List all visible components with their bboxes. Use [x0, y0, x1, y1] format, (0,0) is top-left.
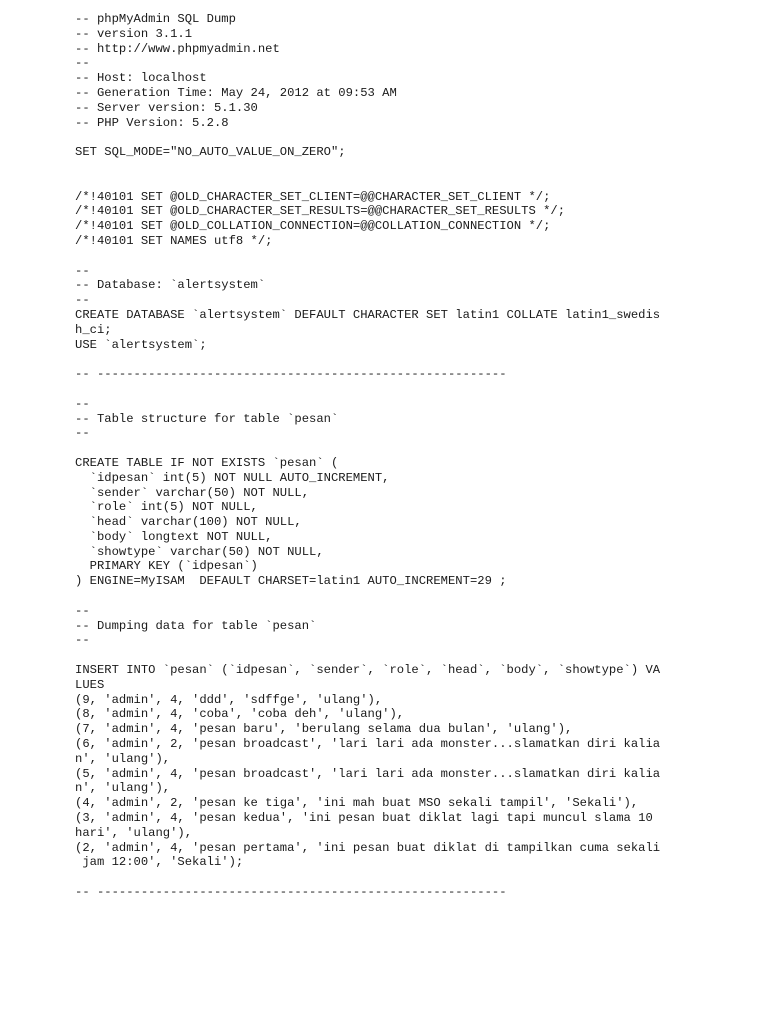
sql-line: (4, 'admin', 2, 'pesan ke tiga', 'ini mah buat MSO sekali tampil', 'Sekali'),: [75, 796, 639, 811]
sql-line: -- PHP Version: 5.2.8: [75, 115, 229, 130]
sql-line: CREATE TABLE IF NOT EXISTS `pesan` (: [75, 455, 339, 470]
sql-line: --: [75, 293, 90, 308]
sql-line: (5, 'admin', 4, 'pesan broadcast', 'lari lari ada monster...slamatkan diri kalia: [75, 766, 661, 781]
sql-line: LUES: [75, 677, 105, 692]
sql-line: (7, 'admin', 4, 'pesan baru', 'berulang selama dua bulan', 'ulang'),: [75, 722, 573, 737]
sql-line: (8, 'admin', 4, 'coba', 'coba deh', 'ulang'),: [75, 707, 405, 722]
sql-dump-document: [75, 12, 755, 900]
sql-line: `body` longtext NOT NULL,: [75, 529, 273, 544]
sql-line: ) ENGINE=MyISAM DEFAULT CHARSET=latin1 AUTO_INCREMENT=29 ;: [75, 574, 507, 589]
sql-line: `role` int(5) NOT NULL,: [75, 500, 258, 515]
sql-line: [75, 160, 755, 175]
sql-line: -- --------------------------------------------------------: [75, 367, 507, 382]
sql-line: [75, 589, 755, 604]
sql-line: [75, 352, 755, 367]
sql-line: n', 'ulang'),: [75, 781, 171, 796]
sql-line: --: [75, 396, 90, 411]
sql-line: -- Generation Time: May 24, 2012 at 09:53 AM: [75, 85, 397, 100]
sql-line: (9, 'admin', 4, 'ddd', 'sdffge', 'ulang'),: [75, 692, 383, 707]
sql-line: --: [75, 633, 90, 648]
sql-line: -- Host: localhost: [75, 71, 207, 86]
sql-line: INSERT INTO `pesan` (`idpesan`, `sender`, `role`, `head`, `body`, `showtype`) VA: [75, 663, 661, 678]
sql-line: [75, 130, 755, 145]
sql-line: -- http://www.phpmyadmin.net: [75, 41, 280, 56]
sql-line: -- Server version: 5.1.30: [75, 100, 258, 115]
sql-line: `idpesan` int(5) NOT NULL AUTO_INCREMENT,: [75, 470, 390, 485]
sql-line: /*!40101 SET @OLD_CHARACTER_SET_RESULTS=@@CHARACTER_SET_RESULTS */;: [75, 204, 566, 219]
sql-line: --: [75, 603, 90, 618]
sql-line: (6, 'admin', 2, 'pesan broadcast', 'lari lari ada monster...slamatkan diri kalia: [75, 737, 661, 752]
sql-line: h_ci;: [75, 322, 112, 337]
sql-line: /*!40101 SET @OLD_COLLATION_CONNECTION=@@COLLATION_CONNECTION */;: [75, 219, 551, 234]
sql-line: [75, 441, 755, 456]
sql-line: SET SQL_MODE="NO_AUTO_VALUE_ON_ZERO";: [75, 145, 346, 160]
sql-line: --: [75, 263, 90, 278]
sql-line: --: [75, 426, 90, 441]
sql-line: PRIMARY KEY (`idpesan`): [75, 559, 258, 574]
sql-line: -- Table structure for table `pesan`: [75, 411, 339, 426]
sql-line: `head` varchar(100) NOT NULL,: [75, 515, 302, 530]
sql-line: -- --------------------------------------------------------: [75, 885, 507, 900]
sql-line: [75, 648, 755, 663]
sql-line: -- version 3.1.1: [75, 26, 193, 41]
sql-line: CREATE DATABASE `alertsystem` DEFAULT CHARACTER SET latin1 COLLATE latin1_swedis: [75, 307, 661, 322]
sql-line: `showtype` varchar(50) NOT NULL,: [75, 544, 324, 559]
sql-line: -- Database: `alertsystem`: [75, 278, 266, 293]
sql-line: -- phpMyAdmin SQL Dump: [75, 12, 236, 26]
sql-line: /*!40101 SET @OLD_CHARACTER_SET_CLIENT=@@CHARACTER_SET_CLIENT */;: [75, 189, 551, 204]
sql-line: --: [75, 56, 90, 71]
sql-line: [75, 175, 755, 190]
sql-line: (3, 'admin', 4, 'pesan kedua', 'ini pesan buat diklat lagi tapi muncul slama 10: [75, 811, 653, 826]
sql-line: n', 'ulang'),: [75, 751, 171, 766]
sql-line: [75, 249, 755, 264]
sql-line: hari', 'ulang'),: [75, 825, 193, 840]
sql-line: USE `alertsystem`;: [75, 337, 207, 352]
sql-line: [75, 382, 755, 397]
sql-line: [75, 870, 755, 885]
sql-line: -- Dumping data for table `pesan`: [75, 618, 317, 633]
sql-line: (2, 'admin', 4, 'pesan pertama', 'ini pesan buat diklat di tampilkan cuma sekali: [75, 840, 661, 855]
sql-line: /*!40101 SET NAMES utf8 */;: [75, 233, 273, 248]
sql-line: jam 12:00', 'Sekali');: [75, 855, 244, 870]
sql-line: `sender` varchar(50) NOT NULL,: [75, 485, 310, 500]
